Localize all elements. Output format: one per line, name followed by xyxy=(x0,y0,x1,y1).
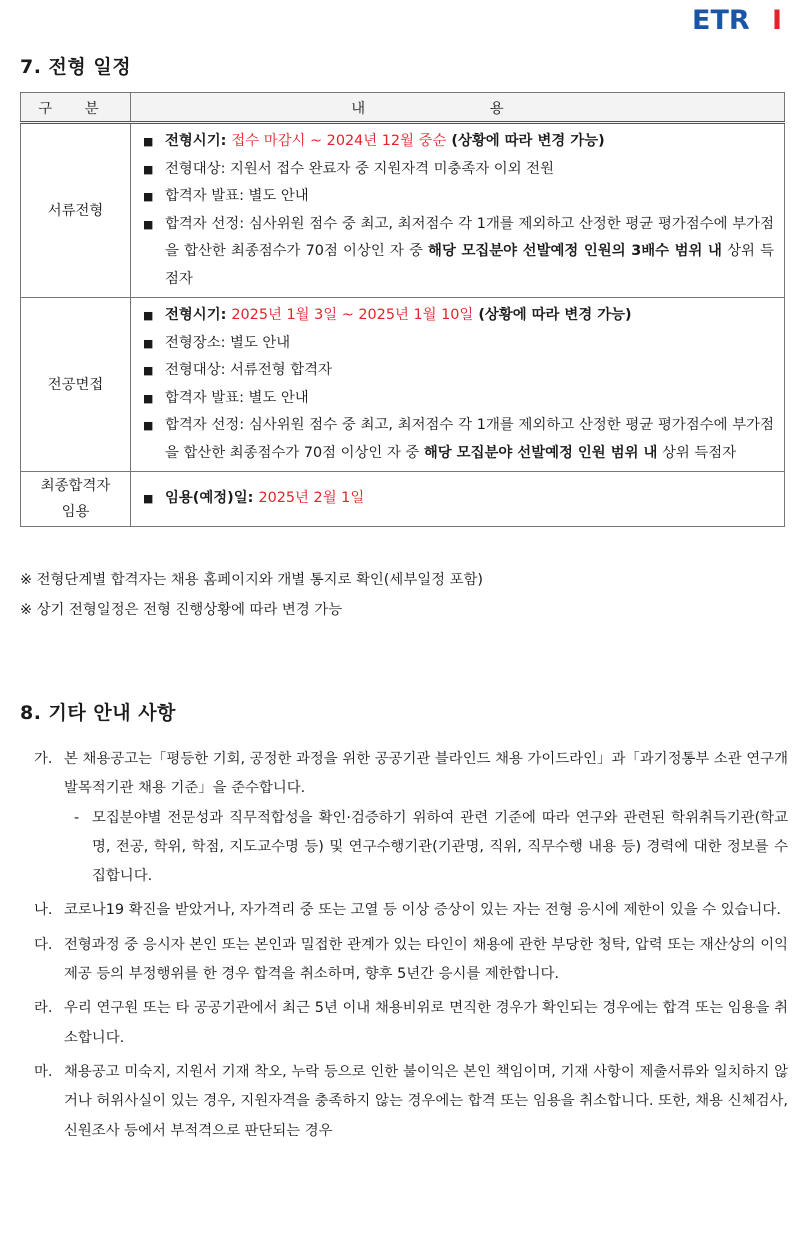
sub-item xyxy=(74,804,788,892)
item-marker: 가. xyxy=(34,751,53,767)
item-text: 채용공고 미숙지, 지원서 기재 착오, 누락 등으로 인한 불이익은 본인 책임이며, 기재 사항이 제출서류와 일치하지 않거나 허위사실이 있는 경우, 지원자격을 충족하지 않는 경우에는 합격 또는 임용을 취소합니다. 또한, 채용 신체검사, 신원조사 등에서 부적격으로 판단되는 경우 xyxy=(64,1063,788,1139)
header-content: 내 용 xyxy=(131,93,785,123)
item-bold: 해당 모집분야 선발예정 인원의 3배수 범위 내 xyxy=(428,243,722,259)
sub-item-marker: - xyxy=(74,809,80,826)
item-tail: (상황에 따라 변경 가능) xyxy=(446,133,605,149)
schedule-notes xyxy=(20,565,483,625)
section-8-title: 8. 기타 안내 사항 xyxy=(20,702,176,724)
list-item xyxy=(143,485,774,513)
category-cell xyxy=(21,472,131,527)
list-item xyxy=(34,745,788,891)
item-text: 우리 연구원 또는 타 공공기관에서 최근 5년 이내 채용비위로 면직한 경우가 확인되는 경우에는 합격 또는 임용을 취소합니다. xyxy=(64,1000,788,1046)
content-cell xyxy=(131,123,785,298)
list-item xyxy=(143,357,774,385)
item-text: 합격자 선정: 심사위원 점수 중 최고, 최저점수 각 1개를 제외하고 산정한 평균 평가점수에 부가점을 합산한 최종점수가 70점 이상인 자 중 xyxy=(165,417,774,461)
item-marker: 다. xyxy=(34,936,53,953)
content-cell xyxy=(131,298,785,472)
item-tail: (상황에 따라 변경 가능) xyxy=(473,307,632,323)
item-tail: 상위 득점자 xyxy=(165,243,774,287)
item-marker: 나. xyxy=(34,902,53,919)
list-item xyxy=(143,302,774,330)
item-text: 본 채용공고는「평등한 기회, 공정한 과정을 위한 공공기관 블라인드 채용 가이드라인」과「과기정통부 소관 연구개발목적기관 채용 기준」을 준수합니다. xyxy=(64,751,788,797)
list-item xyxy=(143,330,774,358)
item-text: 전형과정 중 응시자 본인 또는 본인과 밀접한 관계가 있는 타인이 채용에 관한 부당한 청탁, 압력 또는 재산상의 이익 제공 등의 부정행위를 한 경우 합격을 취소하며, 향후 5년간 응시를 제한합니다. xyxy=(64,936,788,983)
list-item xyxy=(34,931,788,990)
item-bold: 해당 모집분야 선발예정 인원 범위 내 xyxy=(423,444,658,461)
category-line: 임용 xyxy=(61,504,90,520)
list-item xyxy=(143,385,774,413)
item-tail: 상위 득점자 xyxy=(657,444,737,461)
content-cell xyxy=(131,472,785,527)
highlight-date: 2025년 1월 3일 ~ 2025년 1월 10일 xyxy=(231,307,474,323)
logo-text-I: I xyxy=(772,5,783,34)
item-text: 합격자 발표: 별도 안내 xyxy=(165,389,309,406)
highlight-date: 접수 마감시 ~ 2024년 12월 중순 xyxy=(231,133,447,149)
section-7-title: 7. 전형 일정 xyxy=(20,56,132,78)
list-item xyxy=(143,128,774,156)
table-row xyxy=(21,298,785,472)
table-header-row xyxy=(21,93,785,123)
note-item: ※ 상기 전형일정은 전형 진행상황에 따라 변경 가능 xyxy=(20,602,343,618)
table-row xyxy=(21,123,785,298)
list-item xyxy=(143,211,774,294)
item-text: 코로나19 확진을 받았거나, 자가격리 중 또는 고열 등 이상 증상이 있는 자는 전형 응시에 제한이 있을 수 있습니다. xyxy=(64,902,781,919)
item-text: 전형장소: 별도 안내 xyxy=(165,334,291,351)
logo-text-ETR: ETR xyxy=(692,5,750,34)
category-cell: 서류전형 xyxy=(21,123,131,298)
sub-item-text: 모집분야별 전문성과 직무적합성을 확인·검증하기 위하여 관련 기준에 따라 연구와 관련된 학위취득기관(학교명, 전공, 학위, 학점, 지도교수명 등) 및 연구수행기관(기관명, 직위, 직무수행 내용 등) 경력에 대한 정보를 수집합니다. xyxy=(92,809,788,885)
list-item xyxy=(143,156,774,184)
item-text: 합격자 선정: 심사위원 점수 중 최고, 최저점수 각 1개를 제외하고 산정한 평균 평가점수에 부가점을 합산한 최종점수가 70점 이상인 자 중 xyxy=(165,215,774,259)
etri-logo xyxy=(692,4,790,34)
schedule-table xyxy=(20,92,785,527)
list-item xyxy=(34,1058,788,1146)
item-marker: 라. xyxy=(34,1000,53,1017)
item-label: 임용(예정)일: xyxy=(165,490,259,507)
header-category: 구 분 xyxy=(21,93,131,123)
item-text: 합격자 발표: 별도 안내 xyxy=(165,188,309,204)
list-item xyxy=(34,896,788,925)
item-label: 전형시기: xyxy=(165,133,232,149)
category-line: 최종합격자 xyxy=(40,478,111,494)
notice-list xyxy=(34,745,788,1151)
category-cell: 전공면접 xyxy=(21,298,131,472)
note-item: ※ 전형단계별 합격자는 채용 홈페이지와 개별 통지로 확인(세부일정 포함) xyxy=(20,572,484,588)
list-item xyxy=(143,183,774,211)
item-marker: 마. xyxy=(34,1063,53,1080)
highlight-date: 2025년 2월 1일 xyxy=(258,490,365,507)
list-item xyxy=(34,994,788,1053)
item-text: 전형대상: 지원서 접수 완료자 중 지원자격 미충족자 이외 전원 xyxy=(165,160,554,177)
item-label: 전형시기: xyxy=(165,307,232,323)
table-row xyxy=(21,472,785,527)
list-item xyxy=(143,412,774,467)
item-text: 전형대상: 서류전형 합격자 xyxy=(165,362,332,378)
